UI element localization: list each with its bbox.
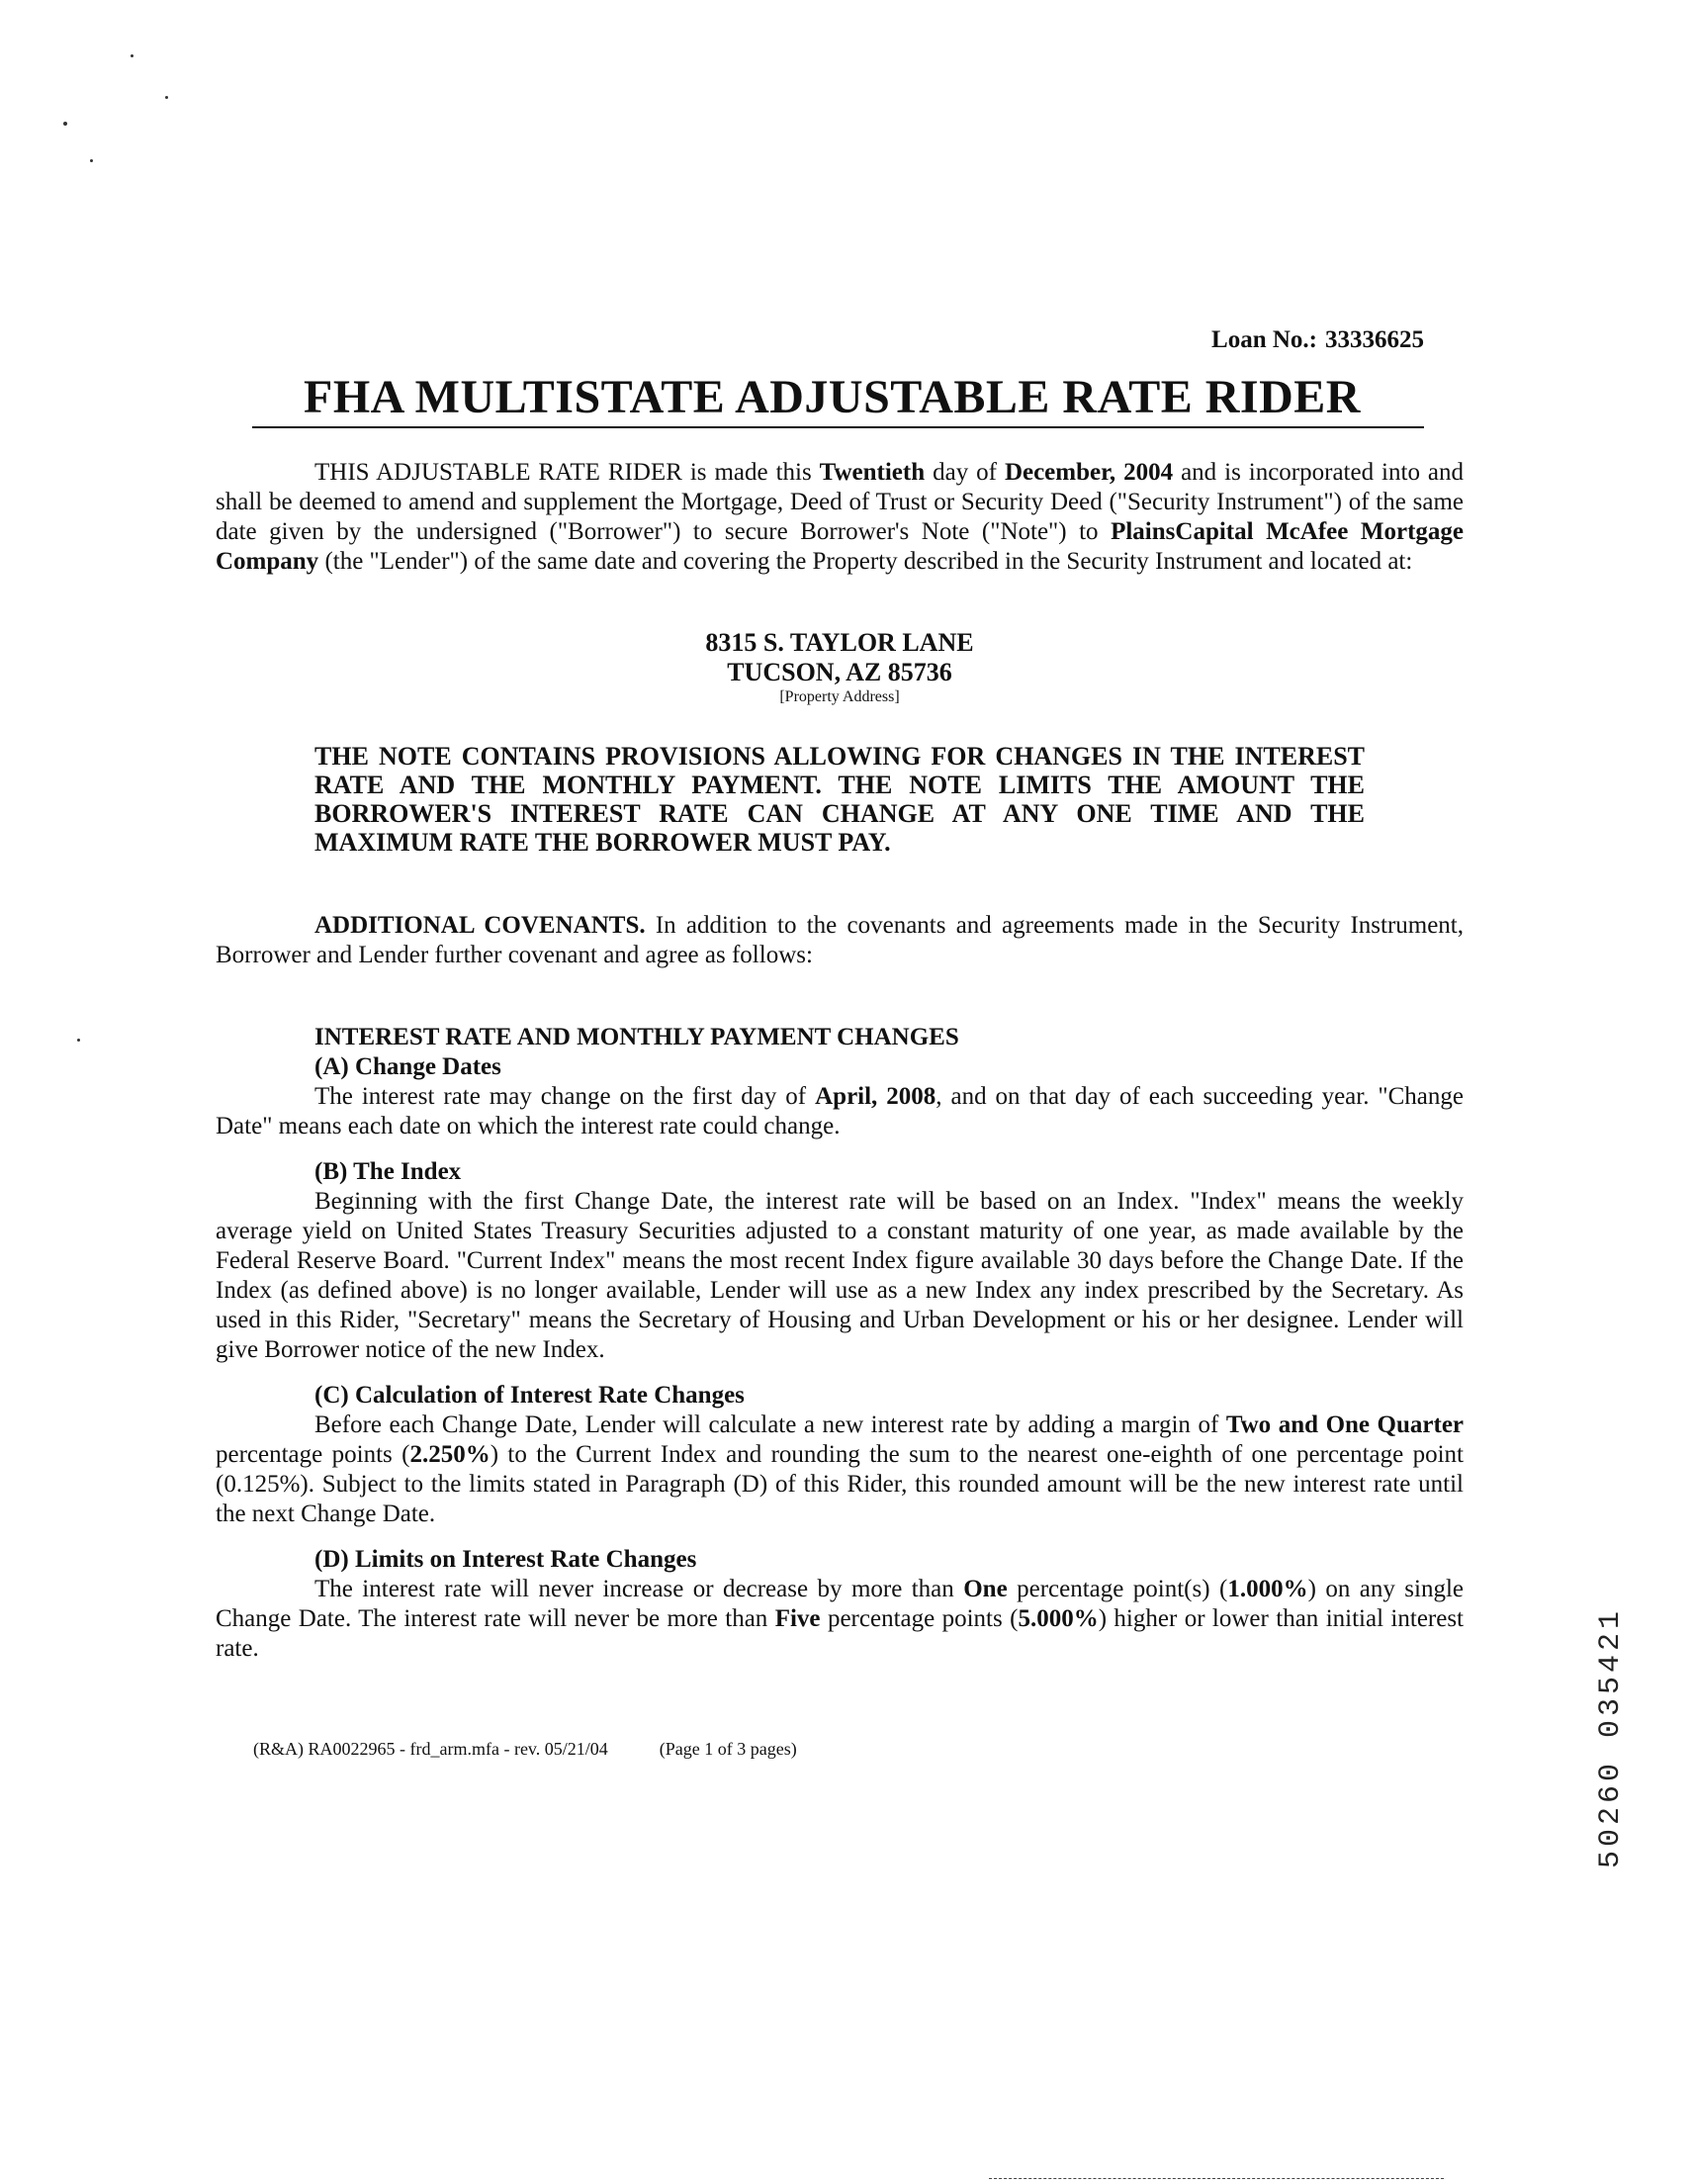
page-footer xyxy=(253,1739,848,1760)
footer-form-id: (R&A) RA0022965 - frd_arm.mfa - rev. 05/21/04 xyxy=(253,1739,608,1759)
loan-number-label: Loan No.: xyxy=(1211,326,1317,353)
bottom-rule xyxy=(989,2178,1444,2179)
subsection-b-text: Beginning with the first Change Date, the interest rate will be based on an Index. "Index" means the weekly average yield on United States Treasury Securities adjusted to a constant maturity of one year, as made available by the Federal Reserve Board. "Current Index" means the most recent Index figure available 30 days before the Change Date. If the Index (as defined above) is no longer available, Lender will use as a new Index any index prescribed by the Secretary. As used in this Rider, "Secretary" means the Secretary of Housing and Urban Development or his or her designee. Lender will give Borrower notice of the new Index. xyxy=(216,1188,1464,1363)
additional-covenants xyxy=(216,911,1464,970)
subsection-a-heading: (A) Change Dates xyxy=(314,1053,501,1080)
limit-five-word: Five xyxy=(774,1605,821,1632)
loan-number-value: 33336625 xyxy=(1325,326,1424,353)
address-line-2: TUCSON, AZ 85736 xyxy=(727,658,952,686)
address-line-1: 8315 S. TAYLOR LANE xyxy=(705,628,974,657)
intro-text: (the "Lender") of the same date and covering the Property described in the Security Instrument and located at: xyxy=(318,548,1413,575)
subsection-c-text-part: ) to the Current Index and rounding the sum to the nearest one-eighth of one percentage point (0.125%). Subject to the limits stated in Paragraph (D) of this Rider, this rounded amount will be the new interest rate until the next Change Date. xyxy=(216,1441,1464,1527)
property-address xyxy=(216,628,1464,707)
covenants-heading: ADDITIONAL COVENANTS. xyxy=(314,912,646,939)
subsection-a-text xyxy=(216,1082,1464,1141)
intro-date: December, 2004 xyxy=(1004,459,1174,486)
first-change-date: April, 2008 xyxy=(815,1083,936,1110)
recording-stamp: 50260 035421 xyxy=(1594,1607,1628,1869)
subsection-d-text-part: The interest rate will never increase or decrease by more than xyxy=(314,1576,964,1602)
scan-speck xyxy=(63,122,67,126)
intro-text: THIS ADJUSTABLE RATE RIDER is made this xyxy=(314,459,820,486)
scan-speck xyxy=(90,159,93,162)
subsection-d-text-part: percentage points ( xyxy=(820,1605,1019,1632)
intro-day: Twentieth xyxy=(819,459,926,486)
lender-name: PlainsCapital McAfee Mortgage Company xyxy=(216,518,1464,575)
scan-speck xyxy=(165,96,168,99)
covenants-text: In addition to the covenants and agreements made in the Security Instrument, Borrower and Lender further covenant and agree as follows: xyxy=(216,912,1465,968)
subsection-c-heading: (C) Calculation of Interest Rate Changes xyxy=(314,1382,745,1409)
subsection-d-text xyxy=(216,1575,1464,1664)
limit-five-percent: 5.000% xyxy=(1018,1605,1099,1632)
subsection-c-text-part: Before each Change Date, Lender will calculate a new interest rate by adding a margin of xyxy=(314,1411,1226,1438)
footer-page-number: (Page 1 of 3 pages) xyxy=(659,1739,797,1759)
rate-changes-section xyxy=(216,1023,1464,1664)
limit-one-percent: 1.000% xyxy=(1227,1576,1308,1602)
subsection-c-text-part: percentage points ( xyxy=(216,1441,410,1468)
intro-paragraph xyxy=(216,458,1464,577)
intro-text: and is incorporated into and shall be deemed to amend and supplement the Mortgage, Deed of Trust or Security Deed ("Security Instrument") of the same date given by the undersigned ("Borrower") to secure Borrower's Note ("Note") to xyxy=(216,459,1464,545)
margin-words: Two and One Quarter xyxy=(1225,1411,1465,1438)
subsection-d-text-part: percentage point(s) ( xyxy=(1007,1576,1228,1602)
subsection-c-text xyxy=(216,1410,1464,1529)
document-title: FHA MULTISTATE ADJUSTABLE RATE RIDER xyxy=(252,370,1424,428)
scan-speck xyxy=(131,54,134,57)
margin-percent: 2.250% xyxy=(409,1441,490,1468)
intro-text: day of xyxy=(925,459,1005,486)
scan-speck xyxy=(77,1039,80,1042)
subsection-a-text-part: , and on that day of each succeeding year. "Change Date" means each date on which the interest rate could change. xyxy=(216,1083,1465,1139)
notice-paragraph: THE NOTE CONTAINS PROVISIONS ALLOWING FOR CHANGES IN THE INTEREST RATE AND THE MONTHLY PAYMENT. THE NOTE LIMITS THE AMOUNT THE BORROWER'S INTEREST RATE CAN CHANGE AT ANY ONE TIME AND THE MAXIMUM RATE THE BORROWER MUST PAY. xyxy=(314,742,1365,857)
subsection-b-heading: (B) The Index xyxy=(314,1158,462,1185)
loan-number xyxy=(1088,326,1424,354)
subsection-d-heading: (D) Limits on Interest Rate Changes xyxy=(314,1546,697,1573)
section-heading: INTEREST RATE AND MONTHLY PAYMENT CHANGES xyxy=(314,1024,959,1050)
subsection-d-text-part: ) higher or lower than initial interest rate. xyxy=(216,1605,1465,1662)
address-caption: [Property Address] xyxy=(779,688,900,705)
limit-one-word: One xyxy=(963,1576,1008,1602)
subsection-a-text-part: The interest rate may change on the first day of xyxy=(314,1083,816,1110)
subsection-d-text-part: ) on any single Change Date. The interest rate will never be more than xyxy=(216,1576,1464,1632)
